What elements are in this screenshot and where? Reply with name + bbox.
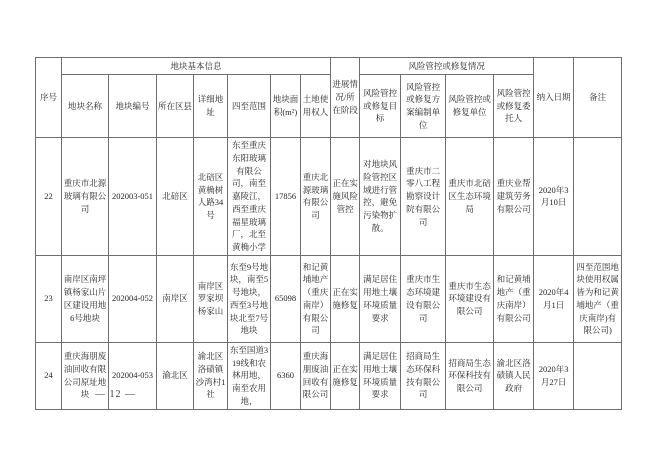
header-district: 所在区县 (157, 75, 194, 138)
header-plot-code: 地块编号 (109, 75, 157, 138)
table-row (36, 138, 622, 256)
cell-plan-unit: 重庆市二零八工程勘察设计院有限公司 (401, 138, 446, 256)
cell-repair-unit: 重庆市生态环境建设有限公司 (446, 255, 494, 342)
cell-repair-unit: 重庆市北碚区生态环境局 (446, 138, 494, 256)
header-boundary: 四至范围 (228, 75, 271, 138)
cell-boundary: 东至国道319线和农林用地，南至农用地， (228, 342, 271, 409)
page-number: — 12 — (95, 389, 136, 400)
header-land-owner: 土地使用权人 (301, 75, 331, 138)
cell-boundary: 东至重庆东阳玻璃有限公司，南至嘉陵江，西至重庆福星玻璃厂，北至黄桷小学 (228, 138, 271, 256)
cell-plot-code: 202004-052 (109, 255, 157, 342)
header-risk-goal: 风险管控或修复目标 (360, 75, 401, 138)
cell-trustee: 渝北区洛碛镇人民政府 (494, 342, 534, 409)
cell-land-owner: 重庆北源玻璃有限公司 (301, 138, 331, 256)
cell-address: 南岸区罗家坝杨家山 (194, 255, 228, 342)
cell-plan-unit: 重庆市生态环境建设有限公司 (401, 255, 446, 342)
cell-plot-code: 202003-051 (109, 138, 157, 256)
cell-repair-unit: 招商局生态环保科技有限公司 (446, 342, 494, 409)
cell-serial: 24 (36, 342, 62, 409)
cell-risk-goal: 满足居住用地土壤环境质量要求 (360, 255, 401, 342)
cell-plot-name: 南岸区南坪镇杨家山片区建设用地6号地块 (62, 255, 109, 342)
cell-progress: 正在实施修复 (331, 342, 360, 409)
header-trustee: 风险管控或修复委托人 (494, 75, 534, 138)
cell-remark: 四至范围地块使用权属皆为和记黄埔地产（重庆南岸)有限公司) (574, 255, 622, 342)
cell-progress: 正在实施风险管控 (331, 138, 360, 256)
header-remark: 备注 (574, 58, 622, 138)
header-plot-name: 地块名称 (62, 75, 109, 138)
header-progress: 进展情况/所在阶段 (331, 58, 360, 138)
cell-risk-goal: 对地块风险管控区域进行管控，避免污染物扩散。 (360, 138, 401, 256)
cell-serial: 22 (36, 138, 62, 256)
cell-boundary: 东至9号地块，南至5号地块，西至3号地块北至7号地块 (228, 255, 271, 342)
cell-date: 2020年3月27日 (534, 342, 574, 409)
cell-area: 65098 (271, 255, 301, 342)
cell-plot-code: 202004-053 (109, 342, 157, 409)
cell-land-owner: 重庆海朋废油回收有限公司 (301, 342, 331, 409)
land-parcel-table (35, 57, 622, 410)
header-risk-group: 风险管控或修复情况 (360, 58, 534, 75)
cell-plot-name: 重庆海朋废油回收有限公司原址地块 (62, 342, 109, 409)
cell-district: 南岸区 (157, 255, 194, 342)
header-repair-unit: 风险管控或修复单位 (446, 75, 494, 138)
cell-risk-goal: 满足居住用地土壤环境质量要求 (360, 342, 401, 409)
cell-district: 渝北区 (157, 342, 194, 409)
cell-plot-name: 重庆市北源玻璃有限公司 (62, 138, 109, 256)
cell-address: 渝北区洛碛镇沙湾村1社 (194, 342, 228, 409)
header-area: 地块面积(m²) (271, 75, 301, 138)
cell-land-owner: 和记黄埔地产（重庆南岸）有限公司 (301, 255, 331, 342)
header-group-row (36, 58, 622, 75)
cell-address: 北碚区黄桷树人路34号 (194, 138, 228, 256)
header-plan-unit: 风险管控或修复方案编制单位 (401, 75, 446, 138)
header-serial: 序号 (36, 58, 62, 138)
cell-progress: 正在实施修复 (331, 255, 360, 342)
cell-trustee: 重庆业帮建筑劳务有限公司 (494, 138, 534, 256)
cell-area: 17856 (271, 138, 301, 256)
cell-area: 6360 (271, 342, 301, 409)
cell-district: 北碚区 (157, 138, 194, 256)
cell-trustee: 和记黄埔地产（重庆南岸）有限公司 (494, 255, 534, 342)
cell-remark (574, 138, 622, 256)
cell-serial: 23 (36, 255, 62, 342)
header-address: 详细地址 (194, 75, 228, 138)
cell-remark (574, 342, 622, 409)
header-date: 纳入日期 (534, 58, 574, 138)
cell-plan-unit: 招商局生态环保科技有限公司 (401, 342, 446, 409)
cell-date: 2020年4月1日 (534, 255, 574, 342)
table-row (36, 255, 622, 342)
cell-date: 2020年3月10日 (534, 138, 574, 256)
header-basic-info-group: 地块基本信息 (62, 58, 331, 75)
